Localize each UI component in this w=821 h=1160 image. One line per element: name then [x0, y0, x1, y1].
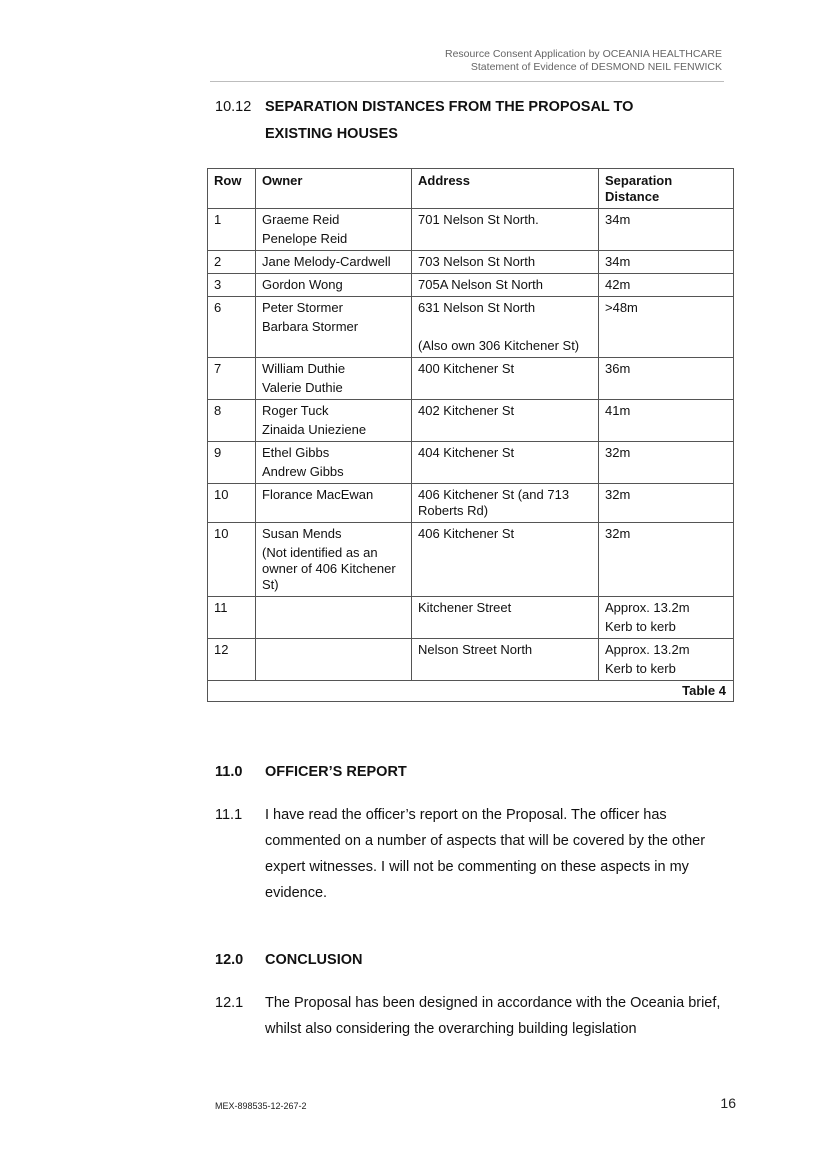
cell-address: Nelson Street North [412, 639, 599, 681]
distance-note: Kerb to kerb [605, 661, 676, 676]
cell-owner [256, 523, 412, 597]
table-row [208, 523, 734, 597]
cell-row: 1 [208, 209, 256, 251]
cell-distance: 32m [599, 442, 734, 484]
owner-name: Penelope Reid [262, 231, 348, 246]
cell-distance: 34m [599, 209, 734, 251]
cell-row: 6 [208, 297, 256, 358]
cell-row: 10 [208, 484, 256, 523]
cell-address: 400 Kitchener St [412, 358, 599, 400]
table-row [208, 274, 734, 297]
header-line-2: Statement of Evidence of DESMOND NEIL FENWICK [470, 61, 722, 73]
cell-owner [256, 597, 412, 639]
cell-row: 10 [208, 523, 256, 597]
header-distance [599, 169, 734, 209]
cell-address: 701 Nelson St North. [412, 209, 599, 251]
cell-distance: >48m [599, 297, 734, 358]
cell-address: 705A Nelson St North [412, 274, 599, 297]
paragraph-number: 11.1 [215, 807, 243, 823]
owner-name: William Duthie [262, 361, 346, 376]
owner-name: Zinaida Unieziene [262, 422, 367, 437]
cell-owner: Gordon Wong [256, 274, 412, 297]
owner-name: Susan Mends [262, 526, 342, 541]
paragraph-number: 12.1 [215, 995, 244, 1011]
cell-row: 9 [208, 442, 256, 484]
cell-distance [599, 597, 734, 639]
section-number: 12.0 [215, 952, 244, 968]
owner-name: Ethel Gibbs [262, 445, 330, 460]
table-row [208, 400, 734, 442]
cell-owner: Jane Melody-Cardwell [256, 251, 412, 274]
cell-owner [256, 442, 412, 484]
section-number: 11.0 [215, 764, 243, 780]
section-11-heading [215, 758, 407, 786]
table-row [208, 442, 734, 484]
table-row [208, 597, 734, 639]
paragraph-11-1 [215, 802, 725, 906]
header-row: Row [208, 169, 256, 209]
cell-row: 8 [208, 400, 256, 442]
cell-distance: 32m [599, 523, 734, 597]
section-10-12-title-continued: EXISTING HOUSES [265, 126, 398, 142]
owner-name: Graeme Reid [262, 212, 340, 227]
section-title: CONCLUSION [265, 952, 363, 968]
cell-owner [256, 400, 412, 442]
cell-owner [256, 639, 412, 681]
page-number: 16 [720, 1095, 736, 1111]
cell-address: 406 Kitchener St [412, 523, 599, 597]
cell-row: 11 [208, 597, 256, 639]
cell-row: 7 [208, 358, 256, 400]
page-header [445, 48, 722, 74]
separation-distances-table [207, 168, 734, 702]
cell-row: 12 [208, 639, 256, 681]
address-line: 631 Nelson St North [418, 300, 536, 315]
cell-distance: 42m [599, 274, 734, 297]
owner-name: Andrew Gibbs [262, 464, 344, 479]
section-10-12-heading [215, 93, 633, 121]
header-divider [210, 81, 724, 82]
cell-address: 406 Kitchener St (and 713 Roberts Rd) [412, 484, 599, 523]
header-distance-line2: Distance [605, 189, 660, 204]
table-caption-row [208, 681, 734, 702]
cell-address: 703 Nelson St North [412, 251, 599, 274]
table-row [208, 358, 734, 400]
table-row [208, 639, 734, 681]
owner-name: Valerie Duthie [262, 380, 343, 395]
owner-name: Peter Stormer [262, 300, 343, 315]
cell-owner [256, 358, 412, 400]
header-owner: Owner [256, 169, 412, 209]
document-id: MEX-898535-12-267-2 [215, 1101, 307, 1111]
cell-distance: 34m [599, 251, 734, 274]
cell-distance: 36m [599, 358, 734, 400]
cell-distance: 32m [599, 484, 734, 523]
section-title: SEPARATION DISTANCES FROM THE PROPOSAL TO [265, 99, 634, 115]
paragraph-text: I have read the officer’s report on the Proposal. The officer has commented on a number of aspects that will be covered by the other expert witnesses. I will not be commenting on these aspects in my evidence. [265, 807, 706, 901]
cell-row: 2 [208, 251, 256, 274]
cell-address: 404 Kitchener St [412, 442, 599, 484]
table-header-row [208, 169, 734, 209]
header-distance-line1: Separation [605, 173, 673, 188]
section-number: 10.12 [215, 99, 252, 115]
cell-address [412, 297, 599, 358]
owner-name: Barbara Stormer [262, 319, 359, 334]
cell-row: 3 [208, 274, 256, 297]
distance-value: Approx. 13.2m [605, 600, 690, 615]
cell-distance [599, 639, 734, 681]
header-address: Address [412, 169, 599, 209]
header-line-1: Resource Consent Application by OCEANIA HEALTHCARE [444, 48, 722, 60]
owner-note: (Not identified as an owner of 406 Kitchener St) [262, 545, 396, 592]
table-row [208, 484, 734, 523]
table-row [208, 297, 734, 358]
owner-name: Roger Tuck [262, 403, 329, 418]
table-row [208, 209, 734, 251]
distance-value: Approx. 13.2m [605, 642, 690, 657]
section-title: OFFICER’S REPORT [265, 764, 407, 780]
cell-address: 402 Kitchener St [412, 400, 599, 442]
cell-distance: 41m [599, 400, 734, 442]
cell-address: Kitchener Street [412, 597, 599, 639]
cell-owner [256, 209, 412, 251]
table-caption: Table 4 [208, 681, 734, 702]
section-12-heading [215, 946, 362, 974]
distance-note: Kerb to kerb [605, 619, 676, 634]
paragraph-text: The Proposal has been designed in accordance with the Oceania brief, whilst also considering the overarching building legislation [265, 995, 721, 1037]
address-note: (Also own 306 Kitchener St) [418, 338, 580, 353]
table-row [208, 251, 734, 274]
cell-owner [256, 297, 412, 358]
cell-owner: Florance MacEwan [256, 484, 412, 523]
paragraph-12-1 [215, 990, 725, 1042]
